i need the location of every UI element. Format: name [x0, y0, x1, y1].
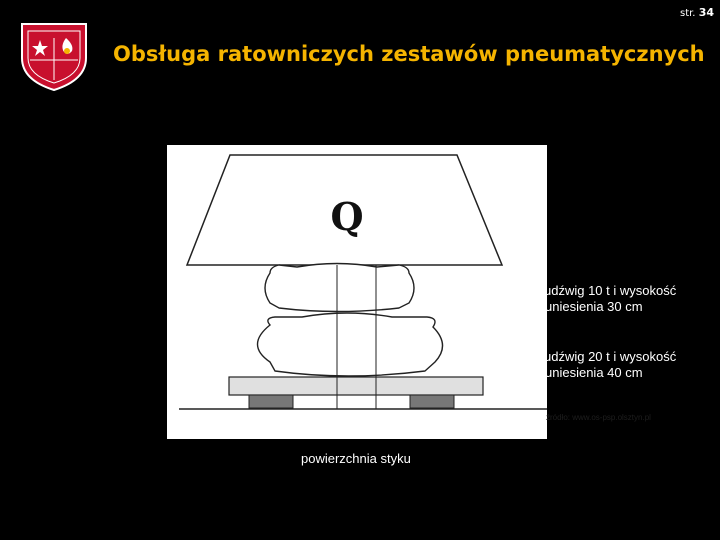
left-arrow-icon: ← — [527, 283, 540, 298]
annotation-20t — [527, 349, 676, 381]
annotation-10t-line2: uniesienia 30 cm — [545, 299, 643, 314]
base-foot-right — [410, 395, 454, 408]
annotation-10t — [527, 283, 676, 315]
lifting-bag-diagram — [167, 145, 547, 439]
annotation-20t-line1: udźwig 20 t i wysokość — [544, 349, 677, 364]
fire-brigade-emblem-icon — [18, 18, 90, 92]
contact-surface-caption: powierzchnia styku — [301, 451, 411, 466]
slide-title: Obsługa ratowniczych zestawów pneumatycznych — [113, 42, 705, 66]
page-number — [680, 6, 714, 19]
annotation-20t-line2: uniesienia 40 cm — [545, 365, 643, 380]
annotation-10t-line1: udźwig 10 t i wysokość — [544, 283, 677, 298]
load-symbol: Q — [330, 194, 364, 239]
base-foot-left — [249, 395, 293, 408]
slide-header — [0, 0, 720, 113]
lower-bag — [258, 313, 443, 376]
page-number-prefix: str. — [679, 8, 696, 19]
base-plate — [229, 377, 483, 395]
page-number-value: 34 — [698, 6, 714, 19]
upper-bag — [265, 264, 414, 312]
left-arrow-icon: ← — [527, 349, 540, 364]
image-source: źródło: www.os-psp.olsztyn.pl — [546, 413, 651, 422]
